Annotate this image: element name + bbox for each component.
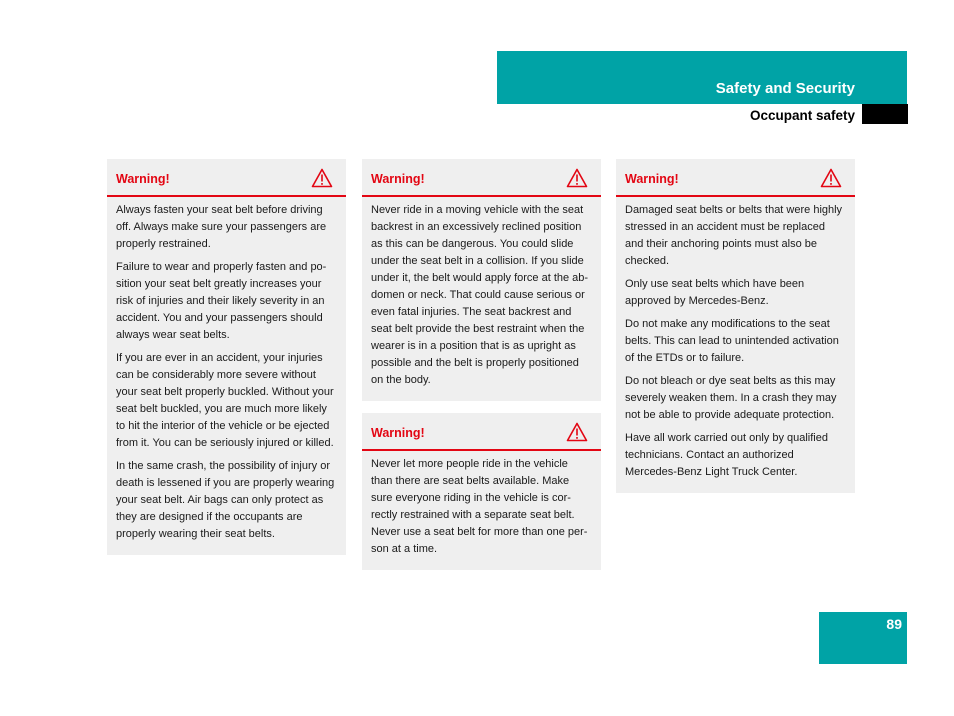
warning-paragraph: Do not bleach or dye seat belts as this may severely weaken them. In a crash they may not be able to provide adequate protection.	[625, 375, 837, 421]
warning-triangle-icon	[820, 168, 842, 188]
section-title: Safety and Security	[715, 80, 855, 97]
warning-paragraph: Only use seat belts which have been approved by Mercedes-Benz.	[625, 278, 805, 307]
warning-body	[616, 197, 855, 493]
warning-box-occupant-count	[362, 413, 601, 570]
warning-body	[362, 197, 601, 401]
warning-box-reclined-backrest	[362, 159, 601, 401]
warning-label: Warning!	[116, 172, 170, 186]
warning-triangle-icon	[566, 422, 588, 442]
warning-paragraph: Failure to wear and properly fasten and po-sition your seat belt greatly increases your risk of injuries and their likely severity in an accident. You and your passengers should always wear seat belts.	[116, 261, 327, 341]
warning-triangle-icon	[566, 168, 588, 188]
warning-header	[616, 159, 855, 197]
warning-header	[362, 159, 601, 197]
section-tab-marker	[862, 104, 908, 124]
warning-paragraph: Never ride in a moving vehicle with the seat backrest in an excessively reclined position as this can be dangerous. You could slide under the seat belt in a collision. If you slide under it, the belt would apply force at the ab-domen or neck. That could cause serious or even fatal injuries. The seat backrest and seat belt provide the best restraint when the wearer is in a position that is as upright as possible and the belt is properly positioned on the body.	[371, 204, 589, 386]
warning-triangle-icon	[311, 168, 333, 188]
subsection-title: Occupant safety	[749, 108, 855, 123]
warning-label: Warning!	[625, 172, 679, 186]
warning-header	[362, 413, 601, 451]
warning-paragraph: In the same crash, the possibility of injury or death is lessened if you are properly wearing your seat belt. Air bags can only protect as they are designed if the occupants are properly wearing their seat belts.	[116, 460, 335, 540]
page-number: 89	[886, 616, 902, 632]
warning-box-damaged-seat-belts	[616, 159, 855, 493]
warning-paragraph: Do not make any modifications to the seat belts. This can lead to unintended activation of the ETDs or to failure.	[625, 318, 839, 364]
warning-header	[107, 159, 346, 197]
warning-body	[107, 197, 346, 555]
warning-label: Warning!	[371, 426, 425, 440]
warning-paragraph: Always fasten your seat belt before driving off. Always make sure your passengers are properly restrained.	[116, 204, 327, 250]
warning-paragraph: Damaged seat belts or belts that were highly stressed in an accident must be replaced and their anchoring points must also be checked.	[625, 204, 843, 267]
warning-body	[362, 451, 601, 570]
warning-box-fasten-seat-belt	[107, 159, 346, 555]
warning-paragraph: Have all work carried out only by qualified technicians. Contact an authorized Mercedes-Benz Light Truck Center.	[625, 432, 828, 478]
warning-paragraph: Never let more people ride in the vehicle than there are seat belts available. Make sure everyone riding in the vehicle is cor-rectly restrained with a separate seat belt. Never use a seat belt for more than one per-son at a time.	[371, 458, 588, 555]
warning-paragraph: If you are ever in an accident, your injuries can be considerably more severe without your seat belt properly buckled. Without your seat belt buckled, you are much more likely to hit the interior of the vehicle or be ejected from it. You can be seriously injured or killed.	[116, 352, 334, 449]
warning-label: Warning!	[371, 172, 425, 186]
